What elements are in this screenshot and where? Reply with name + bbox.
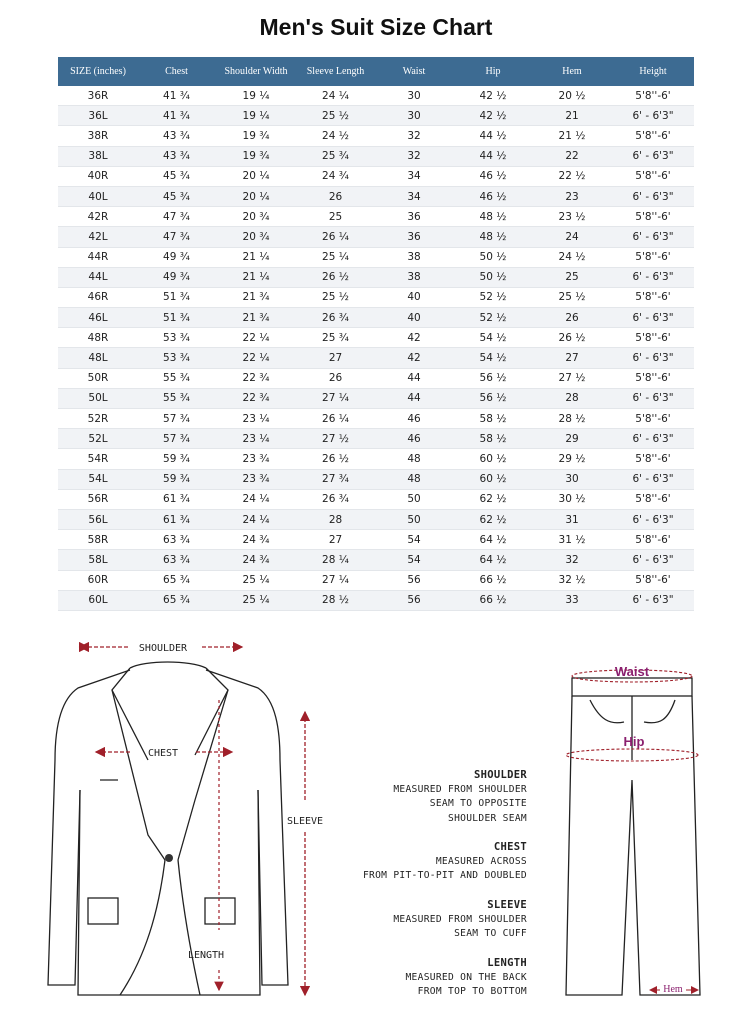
table-cell: 46L xyxy=(58,308,138,328)
shoulder-description-heading: SHOULDER xyxy=(474,769,527,781)
table-cell: 52 ½ xyxy=(454,308,532,328)
table-cell: 51 ¾ xyxy=(138,308,215,328)
table-cell: 50 ½ xyxy=(454,247,532,267)
table-cell: 54 xyxy=(374,530,454,550)
table-cell: 56 ½ xyxy=(454,388,532,408)
table-cell: 38L xyxy=(58,146,138,166)
table-cell: 42 ½ xyxy=(454,86,532,106)
table-cell: 5'8''-6' xyxy=(612,247,694,267)
table-cell: 20 ¼ xyxy=(215,186,297,206)
table-cell: 26 ¾ xyxy=(297,308,374,328)
table-cell: 38 xyxy=(374,267,454,287)
table-cell: 24 xyxy=(532,227,612,247)
table-cell: 19 ¾ xyxy=(215,126,297,146)
table-cell: 25 ½ xyxy=(297,287,374,307)
table-cell: 48L xyxy=(58,348,138,368)
table-cell: 42 ½ xyxy=(454,106,532,126)
table-cell: 5'8''-6' xyxy=(612,368,694,388)
table-cell: 26 ½ xyxy=(297,449,374,469)
description-line: MEASURED ACROSS xyxy=(435,855,527,867)
table-cell: 56 xyxy=(374,590,454,610)
table-cell: 56 xyxy=(374,570,454,590)
table-cell: 48R xyxy=(58,328,138,348)
table-cell: 62 ½ xyxy=(454,489,532,509)
table-cell: 63 ¾ xyxy=(138,530,215,550)
table-cell: 42R xyxy=(58,207,138,227)
table-cell: 44L xyxy=(58,267,138,287)
table-cell: 59 ¾ xyxy=(138,449,215,469)
length-description-heading: LENGTH xyxy=(487,957,527,969)
table-cell: 44 ½ xyxy=(454,126,532,146)
table-cell: 50 ½ xyxy=(454,267,532,287)
table-cell: 24 ¼ xyxy=(215,489,297,509)
table-cell: 42 xyxy=(374,328,454,348)
table-cell: 48 ½ xyxy=(454,227,532,247)
table-cell: 32 ½ xyxy=(532,570,612,590)
column-header: Sleeve Length xyxy=(297,57,374,86)
table-cell: 49 ¾ xyxy=(138,267,215,287)
table-cell: 60L xyxy=(58,590,138,610)
table-cell: 23 ½ xyxy=(532,207,612,227)
table-cell: 26 ¾ xyxy=(297,489,374,509)
table-cell: 33 xyxy=(532,590,612,610)
hem-label: Hem xyxy=(663,984,683,995)
table-cell: 40R xyxy=(58,166,138,186)
button-icon xyxy=(165,854,173,862)
table-cell: 54 xyxy=(374,550,454,570)
table-cell: 5'8''-6' xyxy=(612,328,694,348)
table-cell: 40 xyxy=(374,287,454,307)
table-cell: 64 ½ xyxy=(454,530,532,550)
table-cell: 64 ½ xyxy=(454,550,532,570)
table-cell: 43 ¾ xyxy=(138,126,215,146)
table-cell: 20 ¼ xyxy=(215,166,297,186)
table-cell: 5'8''-6' xyxy=(612,530,694,550)
table-cell: 54R xyxy=(58,449,138,469)
table-cell: 36R xyxy=(58,86,138,106)
table-cell: 20 ½ xyxy=(532,86,612,106)
table-cell: 22 ¼ xyxy=(215,328,297,348)
table-cell: 22 xyxy=(532,146,612,166)
table-cell: 5'8''-6' xyxy=(612,489,694,509)
table-cell: 24 ¼ xyxy=(297,86,374,106)
table-cell: 54 ½ xyxy=(454,348,532,368)
table-cell: 66 ½ xyxy=(454,570,532,590)
table-cell: 25 ¾ xyxy=(297,146,374,166)
table-cell: 45 ¾ xyxy=(138,186,215,206)
table-cell: 21 ¼ xyxy=(215,267,297,287)
table-cell: 50R xyxy=(58,368,138,388)
table-cell: 26 xyxy=(532,308,612,328)
table-cell: 6' - 6'3" xyxy=(612,469,694,489)
table-cell: 6' - 6'3" xyxy=(612,590,694,610)
table-cell: 63 ¾ xyxy=(138,550,215,570)
table-cell: 47 ¾ xyxy=(138,207,215,227)
table-cell: 27 ½ xyxy=(532,368,612,388)
table-cell: 24 ¾ xyxy=(215,550,297,570)
table-cell: 26 xyxy=(297,368,374,388)
table-cell: 6' - 6'3" xyxy=(612,348,694,368)
table-cell: 49 ¾ xyxy=(138,247,215,267)
table-cell: 38 xyxy=(374,247,454,267)
chest-label: CHEST xyxy=(147,748,179,759)
table-cell: 48 ½ xyxy=(454,207,532,227)
table-cell: 25 ¼ xyxy=(297,247,374,267)
table-cell: 23 ¼ xyxy=(215,409,297,429)
table-cell: 32 xyxy=(374,146,454,166)
column-header: Hem xyxy=(532,57,612,86)
description-line: MEASURED ON THE BACK xyxy=(405,971,527,983)
table-cell: 6' - 6'3" xyxy=(612,227,694,247)
table-cell: 24 ¾ xyxy=(297,166,374,186)
table-cell: 5'8''-6' xyxy=(612,86,694,106)
table-cell: 60 ½ xyxy=(454,449,532,469)
table-cell: 6' - 6'3" xyxy=(612,509,694,529)
sleeve-label: SLEEVE xyxy=(286,816,324,827)
table-cell: 24 ¼ xyxy=(215,509,297,529)
table-cell: 5'8''-6' xyxy=(612,126,694,146)
table-cell: 59 ¾ xyxy=(138,469,215,489)
table-cell: 54 ½ xyxy=(454,328,532,348)
table-cell: 61 ¾ xyxy=(138,509,215,529)
table-cell: 25 ½ xyxy=(297,106,374,126)
table-cell: 55 ¾ xyxy=(138,388,215,408)
table-cell: 58L xyxy=(58,550,138,570)
table-cell: 25 xyxy=(532,267,612,287)
table-cell: 31 ½ xyxy=(532,530,612,550)
table-cell: 6' - 6'3" xyxy=(612,550,694,570)
table-cell: 29 xyxy=(532,429,612,449)
description-line: SEAM TO OPPOSITE xyxy=(429,798,527,809)
table-cell: 53 ¾ xyxy=(138,348,215,368)
table-cell: 5'8''-6' xyxy=(612,449,694,469)
table-cell: 6' - 6'3" xyxy=(612,267,694,287)
description-line: FROM TOP TO BOTTOM xyxy=(417,986,527,997)
table-cell: 41 ¾ xyxy=(138,106,215,126)
table-cell: 21 ¾ xyxy=(215,287,297,307)
jacket-illustration xyxy=(48,662,288,995)
table-cell: 56L xyxy=(58,509,138,529)
table-cell: 19 ¼ xyxy=(215,106,297,126)
chest-description-heading: CHEST xyxy=(493,841,527,853)
table-cell: 5'8''-6' xyxy=(612,287,694,307)
table-cell: 40L xyxy=(58,186,138,206)
length-description xyxy=(405,956,527,1000)
table-cell: 60 ½ xyxy=(454,469,532,489)
table-cell: 48 xyxy=(374,449,454,469)
table-cell: 24 ½ xyxy=(532,247,612,267)
table-cell: 36 xyxy=(374,227,454,247)
table-cell: 23 xyxy=(532,186,612,206)
table-cell: 58R xyxy=(58,530,138,550)
table-cell: 51 ¾ xyxy=(138,287,215,307)
table-cell: 23 ¼ xyxy=(215,429,297,449)
shoulder-description xyxy=(393,768,527,826)
table-cell: 5'8''-6' xyxy=(612,409,694,429)
description-line: SEAM TO CUFF xyxy=(454,928,527,939)
table-cell: 22 ¾ xyxy=(215,388,297,408)
table-cell: 28 xyxy=(532,388,612,408)
table-cell: 57 ¾ xyxy=(138,429,215,449)
table-cell: 53 ¾ xyxy=(138,328,215,348)
table-cell: 30 ½ xyxy=(532,489,612,509)
table-cell: 62 ½ xyxy=(454,509,532,529)
table-cell: 36L xyxy=(58,106,138,126)
table-cell: 6' - 6'3" xyxy=(612,106,694,126)
table-cell: 56 ½ xyxy=(454,368,532,388)
table-cell: 28 ¼ xyxy=(297,550,374,570)
table-cell: 57 ¾ xyxy=(138,409,215,429)
table-cell: 21 ¼ xyxy=(215,247,297,267)
waist-label: Waist xyxy=(614,664,650,679)
length-label: LENGTH xyxy=(187,950,225,961)
description-line: MEASURED FROM SHOULDER xyxy=(393,783,527,795)
table-cell: 5'8''-6' xyxy=(612,166,694,186)
page-title: Men's Suit Size Chart xyxy=(259,14,493,40)
table-cell: 27 xyxy=(532,348,612,368)
description-line: SHOULDER SEAM xyxy=(448,812,527,824)
table-cell: 5'8''-6' xyxy=(612,207,694,227)
table-cell: 66 ½ xyxy=(454,590,532,610)
table-cell: 45 ¾ xyxy=(138,166,215,186)
table-cell: 32 xyxy=(532,550,612,570)
table-cell: 5'8''-6' xyxy=(612,570,694,590)
table-cell: 25 ¾ xyxy=(297,328,374,348)
table-cell: 23 ¾ xyxy=(215,469,297,489)
table-cell: 61 ¾ xyxy=(138,489,215,509)
description-line: FROM PIT-TO-PIT AND DOUBLED xyxy=(362,870,527,881)
table-cell: 38R xyxy=(58,126,138,146)
table-cell: 46R xyxy=(58,287,138,307)
table-cell: 21 ¾ xyxy=(215,308,297,328)
table-cell: 65 ¾ xyxy=(138,590,215,610)
table-cell: 30 xyxy=(532,469,612,489)
table-cell: 20 ¾ xyxy=(215,227,297,247)
table-cell: 28 ½ xyxy=(297,590,374,610)
column-header: Waist xyxy=(374,57,454,86)
table-cell: 34 xyxy=(374,186,454,206)
table-cell: 30 xyxy=(374,86,454,106)
table-cell: 6' - 6'3" xyxy=(612,146,694,166)
table-cell: 28 ½ xyxy=(532,409,612,429)
table-cell: 28 xyxy=(297,509,374,529)
column-header: Shoulder Width xyxy=(215,57,297,86)
table-cell: 46 ½ xyxy=(454,166,532,186)
table-cell: 34 xyxy=(374,166,454,186)
table-cell: 60R xyxy=(58,570,138,590)
column-header: Hip xyxy=(454,57,532,86)
table-cell: 22 ½ xyxy=(532,166,612,186)
table-cell: 27 ¼ xyxy=(297,570,374,590)
table-cell: 25 ¼ xyxy=(215,590,297,610)
sleeve-description-heading: SLEEVE xyxy=(487,899,527,911)
table-cell: 23 ¾ xyxy=(215,449,297,469)
table-cell: 20 ¾ xyxy=(215,207,297,227)
table-cell: 52R xyxy=(58,409,138,429)
table-cell: 58 ½ xyxy=(454,409,532,429)
table-cell: 21 ½ xyxy=(532,126,612,146)
chest-description xyxy=(363,840,527,884)
table-cell: 25 ½ xyxy=(532,287,612,307)
table-cell: 41 ¾ xyxy=(138,86,215,106)
table-cell: 26 ½ xyxy=(297,267,374,287)
table-cell: 24 ½ xyxy=(297,126,374,146)
pants-illustration xyxy=(566,678,700,995)
table-cell: 46 ½ xyxy=(454,186,532,206)
table-cell: 25 ¼ xyxy=(215,570,297,590)
table-cell: 6' - 6'3" xyxy=(612,429,694,449)
table-cell: 42L xyxy=(58,227,138,247)
table-cell: 19 ¼ xyxy=(215,86,297,106)
table-cell: 40 xyxy=(374,308,454,328)
table-cell: 54L xyxy=(58,469,138,489)
table-cell: 6' - 6'3" xyxy=(612,186,694,206)
table-cell: 44R xyxy=(58,247,138,267)
table-cell: 27 xyxy=(297,348,374,368)
table-cell: 26 ¼ xyxy=(297,227,374,247)
table-cell: 50 xyxy=(374,489,454,509)
table-cell: 21 xyxy=(532,106,612,126)
table-cell: 36 xyxy=(374,207,454,227)
table-cell: 22 ¾ xyxy=(215,368,297,388)
table-cell: 6' - 6'3" xyxy=(612,388,694,408)
column-header: Chest xyxy=(138,57,215,86)
table-cell: 44 xyxy=(374,388,454,408)
table-cell: 50 xyxy=(374,509,454,529)
table-cell: 27 ½ xyxy=(297,429,374,449)
table-cell: 26 xyxy=(297,186,374,206)
table-cell: 24 ¾ xyxy=(215,530,297,550)
table-cell: 65 ¾ xyxy=(138,570,215,590)
table-cell: 27 xyxy=(297,530,374,550)
table-cell: 55 ¾ xyxy=(138,368,215,388)
table-cell: 19 ¾ xyxy=(215,146,297,166)
sleeve-description xyxy=(393,898,527,942)
table-cell: 52L xyxy=(58,429,138,449)
table-cell: 46 xyxy=(374,409,454,429)
shoulder-label: SHOULDER xyxy=(138,643,188,654)
table-cell: 27 ¼ xyxy=(297,388,374,408)
column-header: SIZE (inches) xyxy=(58,57,138,86)
description-line: MEASURED FROM SHOULDER xyxy=(393,913,527,925)
table-cell: 42 xyxy=(374,348,454,368)
table-cell: 46 xyxy=(374,429,454,449)
table-cell: 47 ¾ xyxy=(138,227,215,247)
table-cell: 43 ¾ xyxy=(138,146,215,166)
table-cell: 56R xyxy=(58,489,138,509)
table-cell: 26 ½ xyxy=(532,328,612,348)
table-cell: 44 xyxy=(374,368,454,388)
table-cell: 50L xyxy=(58,388,138,408)
table-cell: 31 xyxy=(532,509,612,529)
table-cell: 44 ½ xyxy=(454,146,532,166)
table-cell: 48 xyxy=(374,469,454,489)
table-cell: 52 ½ xyxy=(454,287,532,307)
table-cell: 25 xyxy=(297,207,374,227)
table-cell: 26 ¼ xyxy=(297,409,374,429)
table-cell: 27 ¾ xyxy=(297,469,374,489)
table-cell: 22 ¼ xyxy=(215,348,297,368)
column-header: Height xyxy=(612,57,694,86)
hip-label: Hip xyxy=(623,734,645,749)
table-cell: 30 xyxy=(374,106,454,126)
table-cell: 29 ½ xyxy=(532,449,612,469)
table-cell: 6' - 6'3" xyxy=(612,308,694,328)
table-cell: 58 ½ xyxy=(454,429,532,449)
table-cell: 32 xyxy=(374,126,454,146)
